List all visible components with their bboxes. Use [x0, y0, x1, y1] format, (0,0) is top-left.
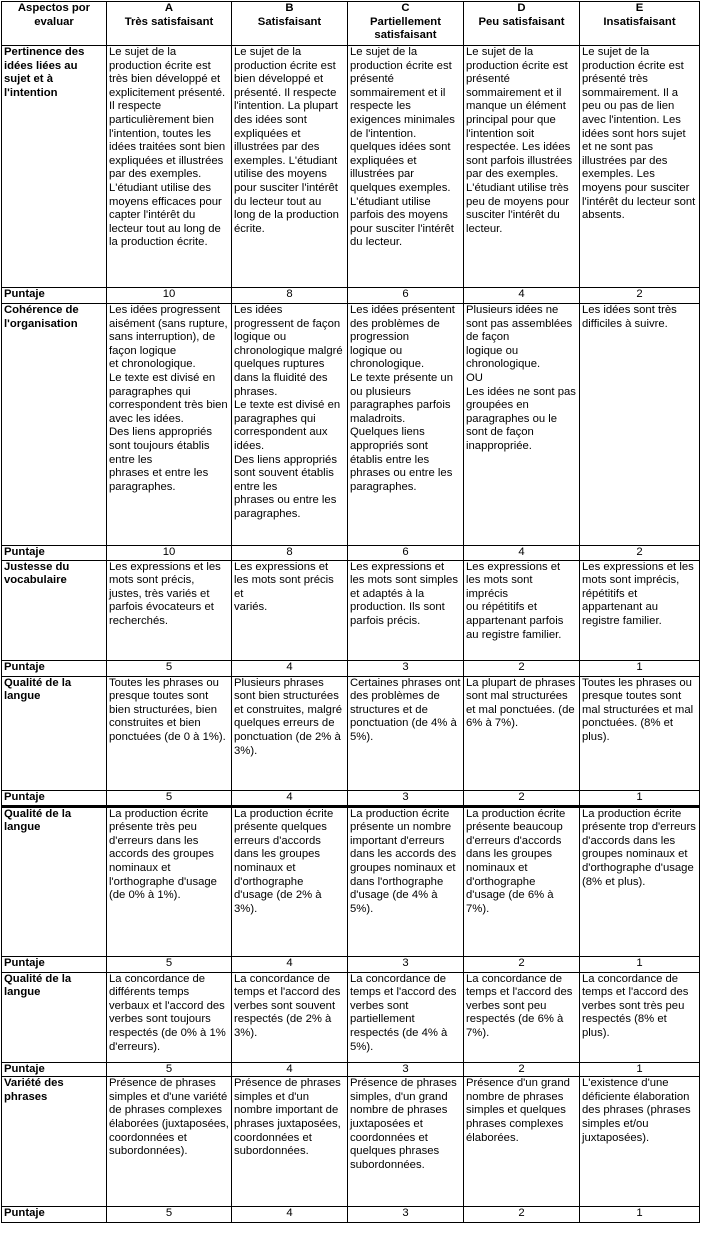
criterion-description-c: Les expressions et les mots sont simples et adaptés à la production. Ils sont parfois précis. [348, 560, 464, 660]
criterion-aspect: Qualité de la langue [2, 806, 107, 956]
level-name: Satisfaisant [257, 15, 322, 28]
score-label: Puntaje [2, 790, 107, 806]
level-letter: A [164, 2, 174, 14]
criterion-description-c: Présence de phrases simples, d'un grand nombre de phrases juxtaposées et coordonnées et quelques phrases subordonnées. [348, 1077, 464, 1207]
aspect-column-header: Aspectos por evaluar [2, 2, 107, 46]
score-value-c: 3 [348, 660, 464, 676]
score-row-coherence [2, 546, 700, 561]
score-value-c: 3 [348, 1062, 464, 1077]
criterion-description-d: La plupart de phrases sont mal structurées et mal ponctuées. (de 6% à 7%). [464, 676, 580, 790]
score-row-qualite-ponctuation [2, 790, 700, 806]
criterion-description-b: Présence de phrases simples et d'un nombre important de phrases juxtaposées, coordonnées et subordonnées. [232, 1077, 348, 1207]
criterion-row-pertinence [2, 46, 700, 288]
criterion-description-c: La production écrite présente un nombre important d'erreurs dans les accords des groupes nominaux et dans l'orthographe d'usage (de 4% à 5%). [348, 806, 464, 956]
score-row-qualite-concordance [2, 1062, 700, 1077]
score-value-b: 4 [232, 1207, 348, 1223]
level-letter: C [401, 2, 410, 14]
score-row-variete [2, 1207, 700, 1223]
criterion-aspect: Pertinence des idées liées au sujet et à l'intention [2, 46, 107, 288]
criterion-description-a: La production écrite présente très peu d'erreurs dans les accords des groupes nominaux et l'orthographe d'usage (de 0% à 1%). [107, 806, 232, 956]
score-label: Puntaje [2, 1062, 107, 1077]
criterion-description-b: La concordance de temps et l'accord des verbes sont souvent respectés (de 2% à 3%). [232, 972, 348, 1062]
score-label: Puntaje [2, 956, 107, 972]
level-name: Très satisfaisant [124, 15, 214, 28]
criterion-description-c: Certaines phrases ont des problèmes de structures et de ponctuation (de 4% à 5%). [348, 676, 464, 790]
criterion-description-a: Toutes les phrases ou presque toutes sont bien structurées, bien construites et bien ponctuées (de 0 à 1%). [107, 676, 232, 790]
criterion-description-b: Le sujet de la production écrite est bien développé et présenté. Il respecte l'intention. La plupart des idées sont expliquées et illustrées par des exemples. L'étudiant utilise des moyens pour susciter l'intérêt du lecteur tout au long de la production écrite. [232, 46, 348, 288]
criterion-description-a: Les expressions et les mots sont précis, justes, très variés et parfois évocateurs et recherchés. [107, 560, 232, 660]
criterion-description-d: Présence d'un grand nombre de phrases simples et quelques phrases complexes élaborées. [464, 1077, 580, 1207]
criterion-description-a: Présence de phrases simples et d'une variété de phrases complexes élaborées (juxtaposées, coordonnées et subordonnées). [107, 1077, 232, 1207]
criterion-description-b: La production écrite présente quelques erreurs d'accords dans les groupes nominaux et d'orthographe d'usage (de 2% à 3%). [232, 806, 348, 956]
score-value-a: 5 [107, 790, 232, 806]
criterion-row-qualite-accords [2, 806, 700, 956]
criterion-description-b: Les expressions et les mots sont précis et variés. [232, 560, 348, 660]
level-letter: B [285, 2, 294, 14]
score-value-a: 10 [107, 546, 232, 561]
criterion-description-b: Plusieurs phrases sont bien structurées et construites, malgré quelques erreurs de ponctuation (de 2% à 3%). [232, 676, 348, 790]
score-value-d: 2 [464, 660, 580, 676]
criterion-description-a: La concordance de différents temps verbaux et l'accord des verbes sont toujours respectés (de 0% à 1% d'erreurs). [107, 972, 232, 1062]
score-value-b: 4 [232, 790, 348, 806]
score-value-d: 4 [464, 546, 580, 561]
score-value-e: 2 [580, 546, 700, 561]
level-header-c [348, 2, 464, 46]
level-header-e [580, 2, 700, 46]
score-value-b: 8 [232, 288, 348, 304]
score-value-d: 2 [464, 1207, 580, 1223]
score-label: Puntaje [2, 288, 107, 304]
score-value-e: 1 [580, 1207, 700, 1223]
score-label: Puntaje [2, 1207, 107, 1223]
criterion-description-e: L'existence d'une déficiente élaboration des phrases (phrases simples et/ou juxtaposées). [580, 1077, 700, 1207]
score-value-b: 8 [232, 546, 348, 561]
criterion-description-d: Les expressions et les mots sont imprécis ou répétitifs et appartenant parfois au registre familier. [464, 560, 580, 660]
score-row-vocabulaire [2, 660, 700, 676]
level-name: Partiellement satisfaisant [370, 15, 441, 42]
criterion-aspect: Qualité de la langue [2, 676, 107, 790]
criterion-description-c: Les idées présentent des problèmes de progression logique ou chronologique. Le texte présente un ou plusieurs paragraphes parfois maladroits. Quelques liens appropriés sont établis entre les phrases ou entre les paragraphes. [348, 304, 464, 546]
criterion-description-e: La concordance de temps et l'accord des verbes sont très peu respectés (8% et plus). [580, 972, 700, 1062]
criterion-description-e: Toutes les phrases ou presque toutes sont mal structurées et mal ponctuées. (8% et plus). [580, 676, 700, 790]
score-value-e: 2 [580, 288, 700, 304]
score-value-a: 10 [107, 288, 232, 304]
level-letter: D [517, 2, 526, 14]
criterion-description-e: Les idées sont très difficiles à suivre. [580, 304, 700, 546]
score-value-b: 4 [232, 660, 348, 676]
score-value-a: 5 [107, 956, 232, 972]
criterion-description-e: Les expressions et les mots sont imprécis, répétitifs et appartenant au registre familier. [580, 560, 700, 660]
score-row-qualite-accords [2, 956, 700, 972]
criterion-description-a: Le sujet de la production écrite est très bien développé et explicitement présenté. Il respecte particulièrement bien l'intention, toutes les idées traitées sont bien expliquées et illustrées par des exemples. L'étudiant utilise des moyens efficaces pour capter l'intérêt du lecteur tout au long de la production écrite. [107, 46, 232, 288]
criterion-row-coherence [2, 304, 700, 546]
score-value-c: 3 [348, 1207, 464, 1223]
criterion-description-c: La concordance de temps et l'accord des verbes sont partiellement respectés (de 4% à 5%). [348, 972, 464, 1062]
score-value-d: 2 [464, 956, 580, 972]
header-row [2, 2, 700, 46]
score-label: Puntaje [2, 546, 107, 561]
score-row-pertinence [2, 288, 700, 304]
level-name: Insatisfaisant [603, 15, 676, 28]
score-value-b: 4 [232, 956, 348, 972]
criterion-description-c: Le sujet de la production écrite est présenté sommairement et il respecte les exigences minimales de l'intention. quelques idées sont expliquées et illustrées par quelques exemples. L'étudiant utilise parfois des moyens pour susciter l'intérêt du lecteur. [348, 46, 464, 288]
score-value-d: 2 [464, 790, 580, 806]
criterion-aspect: Variété des phrases [2, 1077, 107, 1207]
score-value-a: 5 [107, 1207, 232, 1223]
criterion-row-vocabulaire [2, 560, 700, 660]
criterion-description-a: Les idées progressent aisément (sans rupture, sans interruption), de façon logique et chronologique. Le texte est divisé en paragraphes qui correspondent très bien avec les idées. Des liens appropriés sont toujours établis entre les phrases et entre les paragraphes. [107, 304, 232, 546]
score-value-d: 2 [464, 1062, 580, 1077]
criterion-description-e: La production écrite présente trop d'erreurs d'accords dans les groupes nominaux et d'orthographe d'usage (8% et plus). [580, 806, 700, 956]
criterion-description-d: La production écrite présente beaucoup d'erreurs d'accords dans les groupes nominaux et d'orthographe d'usage (de 6% à 7%). [464, 806, 580, 956]
evaluation-rubric-table [1, 1, 700, 1223]
score-value-d: 4 [464, 288, 580, 304]
score-value-e: 1 [580, 1062, 700, 1077]
criterion-description-d: Le sujet de la production écrite est présenté sommairement et il manque un élément principal pour que l'intention soit respectée. Les idées sont parfois illustrées par des exemples. L'étudiant utilise très peu de moyens pour susciter l'intérêt du lecteur. [464, 46, 580, 288]
score-value-e: 1 [580, 790, 700, 806]
score-value-c: 3 [348, 956, 464, 972]
level-header-d [464, 2, 580, 46]
score-value-c: 3 [348, 790, 464, 806]
score-value-c: 6 [348, 546, 464, 561]
score-value-c: 6 [348, 288, 464, 304]
criterion-description-e: Le sujet de la production écrite est présenté très sommairement. Il a peu ou pas de lien avec l'intention. Les idées sont hors sujet et ne sont pas illustrées par des exemples. Les moyens pour susciter l'intérêt du lecteur sont absents. [580, 46, 700, 288]
criterion-aspect: Cohérence de l'organisation [2, 304, 107, 546]
criterion-aspect: Qualité de la langue [2, 972, 107, 1062]
level-letter: E [635, 2, 644, 14]
score-value-e: 1 [580, 660, 700, 676]
score-label: Puntaje [2, 660, 107, 676]
level-name: Peu satisfaisant [478, 15, 565, 28]
criterion-description-d: Plusieurs idées ne sont pas assemblées de façon logique ou chronologique. OU Les idées ne sont pas groupées en paragraphes ou le sont de façon inappropriée. [464, 304, 580, 546]
level-header-b [232, 2, 348, 46]
score-value-a: 5 [107, 660, 232, 676]
level-header-a [107, 2, 232, 46]
criterion-row-qualite-concordance [2, 972, 700, 1062]
score-value-e: 1 [580, 956, 700, 972]
criterion-description-b: Les idées progressent de façon logique ou chronologique malgré quelques ruptures dans la fluidité des phrases. Le texte est divisé en paragraphes qui correspondent aux idées. Des liens appropriés sont souvent établis entre les phrases ou entre les paragraphes. [232, 304, 348, 546]
criterion-row-qualite-ponctuation [2, 676, 700, 790]
score-value-b: 4 [232, 1062, 348, 1077]
criterion-description-d: La concordance de temps et l'accord des verbes sont peu respectés (de 6% à 7%). [464, 972, 580, 1062]
criterion-aspect: Justesse du vocabulaire [2, 560, 107, 660]
score-value-a: 5 [107, 1062, 232, 1077]
criterion-row-variete [2, 1077, 700, 1207]
